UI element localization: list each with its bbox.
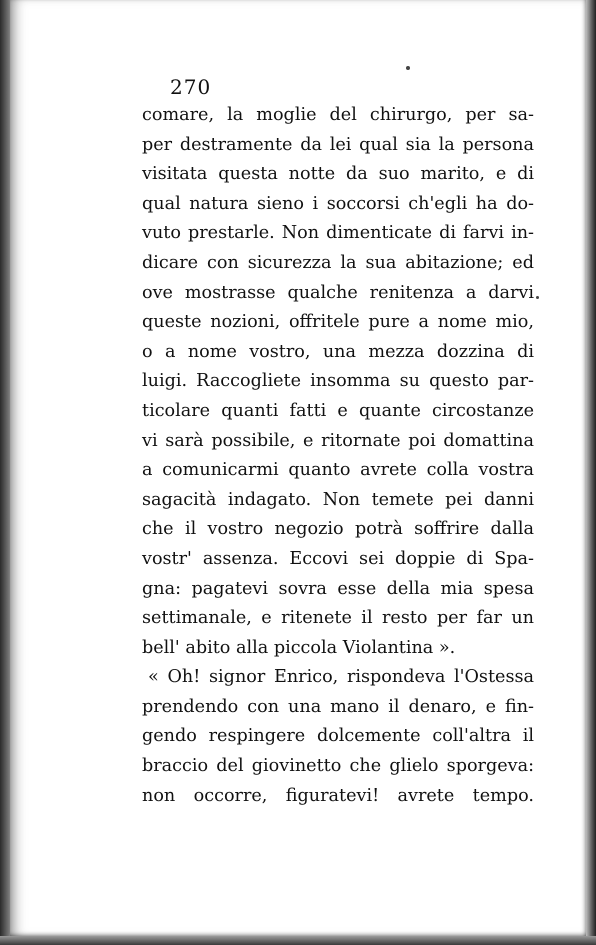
page-edge-right — [586, 0, 596, 945]
text-line: bell' abito alla piccola Violantina ». — [142, 637, 456, 658]
ink-speck — [406, 66, 410, 70]
text-line: dicare con sicurezza la sua abitazione; ed — [142, 252, 534, 273]
text-line: per destramente da lei qual sia la persona — [142, 134, 534, 155]
text-line: sagacità indagato. Non temete pei danni — [142, 489, 534, 510]
text-line: non occorre, figuratevi! avrete tempo. — [142, 785, 534, 806]
text-line: luigi. Raccogliete insomma su questo par- — [142, 371, 534, 392]
text-line: a comunicarmi quanto avrete colla vostra — [142, 460, 534, 481]
text-line: che il vostro negozio potrà soffrire dalla — [142, 519, 534, 540]
text-line: vuto prestarle. Non dimenticate di farvi in- — [142, 223, 534, 244]
text-line: queste nozioni, offritele pure a nome mio, — [142, 312, 534, 333]
text-line: comare, la moglie del chirurgo, per sa- — [142, 105, 534, 125]
ink-speck — [536, 296, 539, 299]
text-line: gendo respingere dolcemente coll'altra il — [142, 726, 534, 747]
page-edge-bottom — [0, 936, 596, 945]
text-line: prendendo con una mano il denaro, e fin- — [142, 696, 534, 717]
text-line: visitata questa notte da suo marito, e di — [142, 164, 534, 185]
text-line: « Oh! signor Enrico, rispondeva l'Ostessa — [148, 667, 534, 688]
text-line: vi sarà possibile, e ritornate poi domattina — [142, 430, 534, 451]
body-text — [142, 101, 534, 811]
text-line: vostr' assenza. Eccovi sei doppie di Spa- — [142, 548, 534, 569]
text-line: ticolare quanti fatti e quante circostanze — [142, 400, 534, 421]
text-line: settimanale, e ritenete il resto per far un — [142, 608, 534, 629]
text-line: braccio del giovinetto che glielo sporgeva: — [142, 756, 534, 777]
text-line: o a nome vostro, una mezza dozzina di — [142, 341, 534, 362]
text-line: gna: pagatevi sovra esse della mia spesa — [142, 578, 534, 599]
text-line: ove mostrasse qualche renitenza a darvi — [142, 282, 534, 303]
page-number: 270 — [170, 75, 212, 99]
text-line: qual natura sieno i soccorsi ch'egli ha do- — [142, 193, 534, 214]
